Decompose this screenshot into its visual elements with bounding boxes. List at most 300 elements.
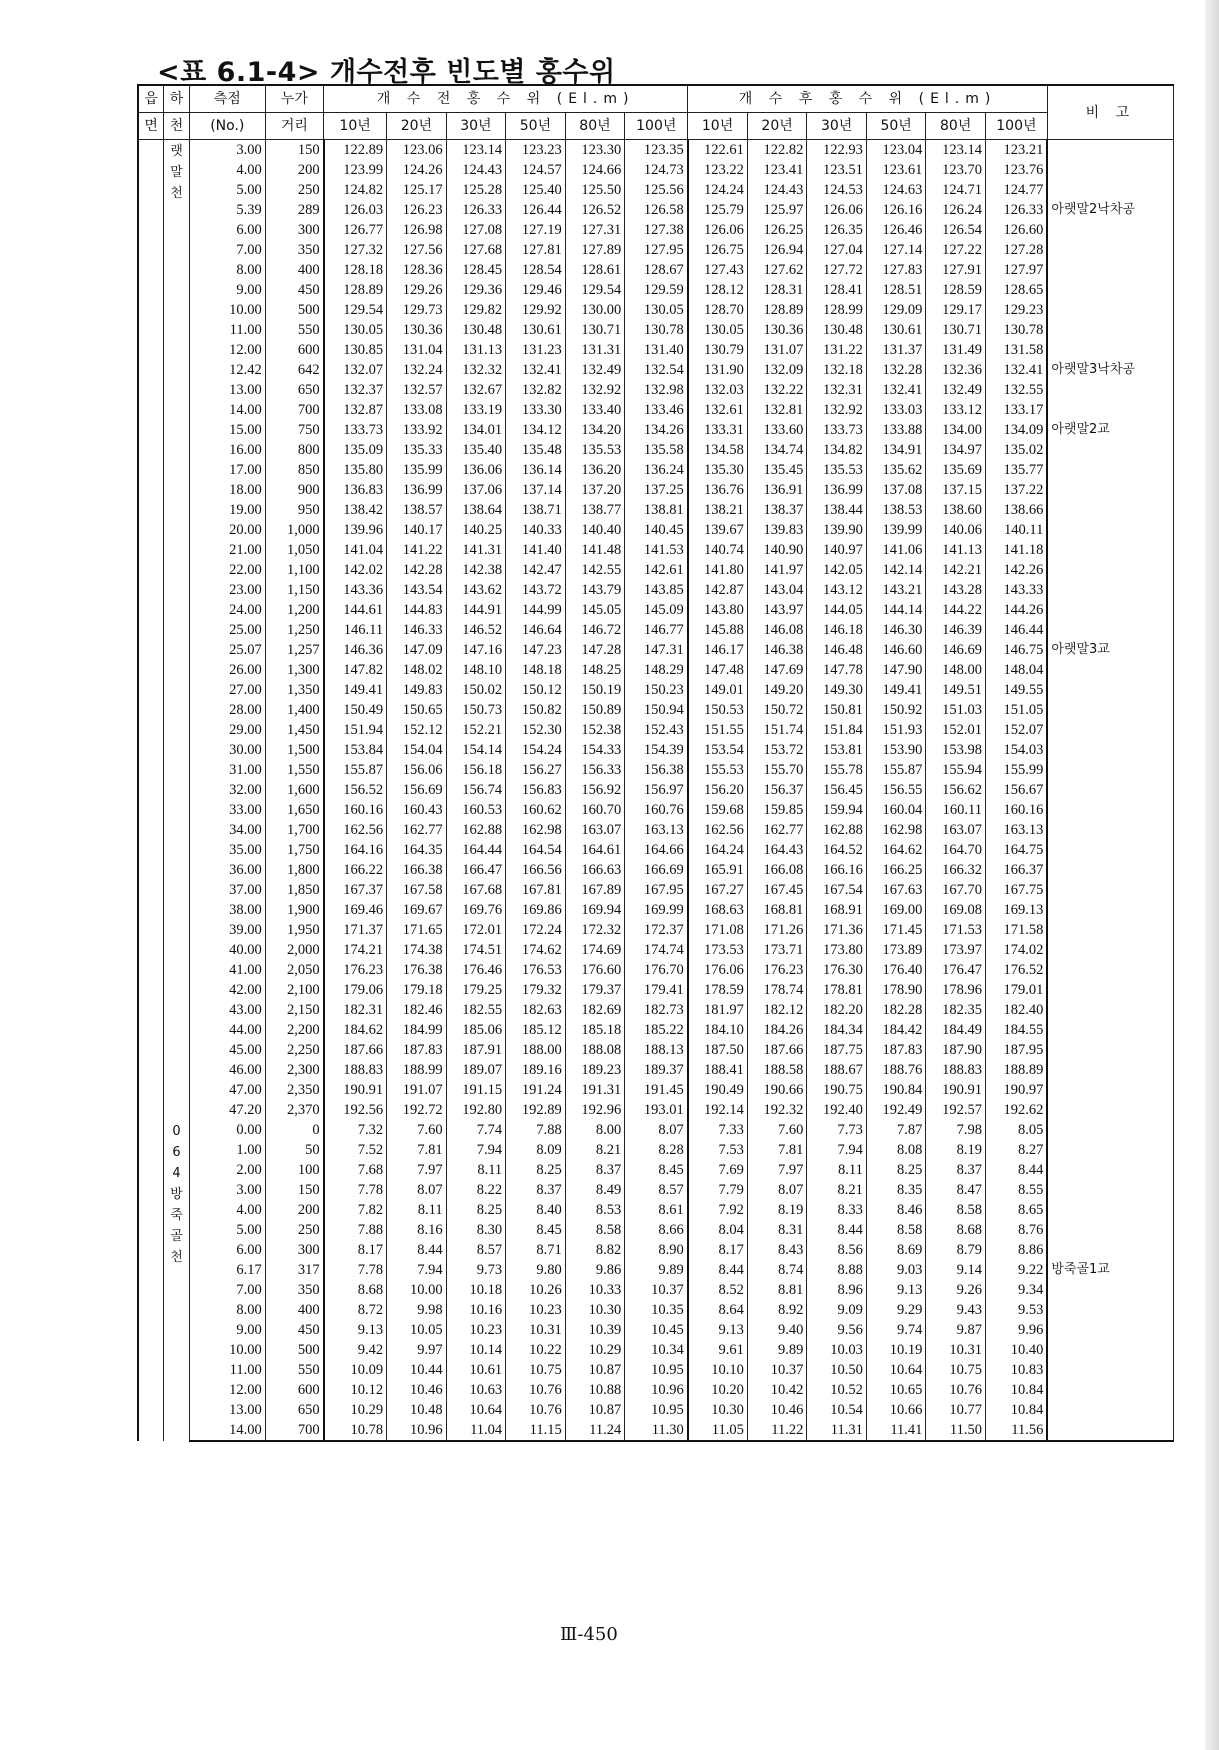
cell-before-20yr: 130.36 [387, 320, 447, 340]
cell-after-100yr: 11.56 [985, 1420, 1047, 1441]
cell-before-20yr: 188.99 [387, 1060, 447, 1080]
cell-before-50yr: 10.23 [506, 1300, 566, 1320]
cell-cumdist: 1,050 [265, 540, 323, 560]
cell-before-50yr: 176.53 [506, 960, 566, 980]
cell-before-30yr: 179.25 [446, 980, 506, 1000]
cell-after-10yr: 8.44 [688, 1260, 748, 1280]
cell-after-80yr: 126.24 [926, 200, 986, 220]
cell-cumdist: 550 [265, 320, 323, 340]
cell-after-100yr: 149.55 [985, 680, 1047, 700]
cell-after-100yr: 152.07 [985, 720, 1047, 740]
cell-after-50yr: 133.88 [866, 420, 926, 440]
cell-station: 11.00 [189, 1360, 265, 1380]
cell-station: 24.00 [189, 600, 265, 620]
cell-before-50yr: 10.22 [506, 1340, 566, 1360]
cell-after-20yr: 8.81 [747, 1280, 807, 1300]
cell-after-30yr: 8.44 [807, 1220, 867, 1240]
cell-after-50yr: 160.04 [866, 800, 926, 820]
cell-before-50yr: 7.88 [506, 1120, 566, 1140]
cell-after-10yr: 8.64 [688, 1300, 748, 1320]
cell-before-80yr: 188.08 [565, 1040, 625, 1060]
cell-before-10yr: 166.22 [324, 860, 387, 880]
cell-after-50yr: 156.55 [866, 780, 926, 800]
river-name-char: 골 [170, 1229, 183, 1244]
cell-remark [1047, 680, 1173, 700]
cell-after-30yr: 7.73 [807, 1120, 867, 1140]
cell-station: 8.00 [189, 260, 265, 280]
cell-cumdist: 100 [265, 1160, 323, 1180]
cell-station: 15.00 [189, 420, 265, 440]
cell-before-10yr: 10.12 [324, 1380, 387, 1400]
cell-before-30yr: 150.73 [446, 700, 506, 720]
cell-before-80yr: 8.58 [565, 1220, 625, 1240]
cell-remark [1047, 1320, 1173, 1340]
cell-after-10yr: 7.92 [688, 1200, 748, 1220]
cell-before-100yr: 172.37 [625, 920, 688, 940]
cell-before-20yr: 126.98 [387, 220, 447, 240]
cell-before-30yr: 176.46 [446, 960, 506, 980]
cell-before-100yr: 9.89 [625, 1260, 688, 1280]
cell-after-30yr: 8.33 [807, 1200, 867, 1220]
cell-before-80yr: 143.79 [565, 580, 625, 600]
cell-after-30yr: 8.88 [807, 1260, 867, 1280]
cell-before-80yr: 148.25 [565, 660, 625, 680]
cell-before-50yr: 174.62 [506, 940, 566, 960]
cell-after-80yr: 178.96 [926, 980, 986, 1000]
cell-cumdist: 1,100 [265, 560, 323, 580]
cell-after-20yr: 126.25 [747, 220, 807, 240]
cell-remark [1047, 700, 1173, 720]
cell-before-50yr: 169.86 [506, 900, 566, 920]
cell-before-100yr: 131.40 [625, 340, 688, 360]
cell-after-10yr: 130.79 [688, 340, 748, 360]
cell-before-50yr: 162.98 [506, 820, 566, 840]
header-river-top: 하 [164, 85, 190, 113]
cell-before-50yr: 141.40 [506, 540, 566, 560]
header-after-100yr: 100년 [985, 113, 1047, 140]
cell-before-100yr: 179.41 [625, 980, 688, 1000]
table-row [138, 160, 1174, 180]
cell-after-30yr: 167.54 [807, 880, 867, 900]
cell-cumdist: 2,200 [265, 1020, 323, 1040]
cell-before-50yr: 8.40 [506, 1200, 566, 1220]
table-row [138, 1140, 1174, 1160]
cell-before-20yr: 149.83 [387, 680, 447, 700]
cell-remark [1047, 1300, 1173, 1320]
cell-after-10yr: 149.01 [688, 680, 748, 700]
table-body [138, 140, 1174, 1442]
cell-before-10yr: 151.94 [324, 720, 387, 740]
cell-after-30yr: 187.75 [807, 1040, 867, 1060]
cell-before-10yr: 124.82 [324, 180, 387, 200]
cell-after-30yr: 10.52 [807, 1380, 867, 1400]
cell-after-100yr: 134.09 [985, 420, 1047, 440]
cell-cumdist: 450 [265, 280, 323, 300]
cell-cumdist: 750 [265, 420, 323, 440]
cell-after-10yr: 150.53 [688, 700, 748, 720]
cell-before-30yr: 10.18 [446, 1280, 506, 1300]
cell-after-20yr: 135.45 [747, 460, 807, 480]
cell-remark [1047, 1000, 1173, 1020]
cell-after-80yr: 127.91 [926, 260, 986, 280]
cell-before-30yr: 9.73 [446, 1260, 506, 1280]
cell-after-100yr: 124.77 [985, 180, 1047, 200]
cell-after-30yr: 139.90 [807, 520, 867, 540]
cell-after-50yr: 131.37 [866, 340, 926, 360]
cell-before-30yr: 10.64 [446, 1400, 506, 1420]
cell-cumdist: 1,300 [265, 660, 323, 680]
cell-after-10yr: 188.41 [688, 1060, 748, 1080]
cell-after-80yr: 152.01 [926, 720, 986, 740]
cell-before-30yr: 189.07 [446, 1060, 506, 1080]
cell-cumdist: 500 [265, 300, 323, 320]
cell-after-20yr: 162.77 [747, 820, 807, 840]
cell-cumdist: 650 [265, 380, 323, 400]
cell-before-10yr: 184.62 [324, 1020, 387, 1040]
cell-before-30yr: 148.10 [446, 660, 506, 680]
cell-before-20yr: 128.36 [387, 260, 447, 280]
cell-before-100yr: 126.58 [625, 200, 688, 220]
cell-after-80yr: 130.71 [926, 320, 986, 340]
cell-before-10yr: 8.17 [324, 1240, 387, 1260]
cell-cumdist: 550 [265, 1360, 323, 1380]
cell-after-20yr: 133.60 [747, 420, 807, 440]
cell-before-10yr: 167.37 [324, 880, 387, 900]
cell-after-80yr: 166.32 [926, 860, 986, 880]
cell-before-50yr: 8.25 [506, 1160, 566, 1180]
cell-before-10yr: 8.68 [324, 1280, 387, 1300]
river-name-char: 천 [170, 186, 183, 201]
cell-remark [1047, 260, 1173, 280]
cell-remark [1047, 960, 1173, 980]
cell-remark [1047, 880, 1173, 900]
cell-before-80yr: 145.05 [565, 600, 625, 620]
cell-after-80yr: 129.17 [926, 300, 986, 320]
cell-after-80yr: 123.14 [926, 140, 986, 161]
table-row [138, 1240, 1174, 1260]
cell-before-10yr: 150.49 [324, 700, 387, 720]
cell-remark [1047, 540, 1173, 560]
cell-before-30yr: 192.80 [446, 1100, 506, 1120]
cell-after-10yr: 142.87 [688, 580, 748, 600]
table-row [138, 800, 1174, 820]
cell-after-10yr: 190.49 [688, 1080, 748, 1100]
cell-remark [1047, 800, 1173, 820]
cell-cumdist: 1,350 [265, 680, 323, 700]
river-name-char: 천 [170, 1250, 183, 1265]
cell-after-20yr: 156.37 [747, 780, 807, 800]
cell-cumdist: 950 [265, 500, 323, 520]
cell-station: 36.00 [189, 860, 265, 880]
cell-remark [1047, 1100, 1173, 1120]
cell-remark [1047, 1280, 1173, 1300]
cell-station: 13.00 [189, 1400, 265, 1420]
cell-before-50yr: 131.23 [506, 340, 566, 360]
cell-remark: 아랫말2교 [1047, 420, 1173, 440]
cell-after-50yr: 123.61 [866, 160, 926, 180]
river-name-char: 죽 [170, 1208, 183, 1223]
cell-after-30yr: 132.18 [807, 360, 867, 380]
cell-before-50yr: 132.82 [506, 380, 566, 400]
cell-before-30yr: 132.67 [446, 380, 506, 400]
cell-before-80yr: 128.61 [565, 260, 625, 280]
cell-cumdist: 600 [265, 340, 323, 360]
cell-before-20yr: 8.44 [387, 1240, 447, 1260]
cell-before-20yr: 154.04 [387, 740, 447, 760]
cell-remark [1047, 1240, 1173, 1260]
cell-remark [1047, 1420, 1173, 1441]
table-row [138, 540, 1174, 560]
cell-after-50yr: 10.66 [866, 1400, 926, 1420]
cell-after-50yr: 187.83 [866, 1040, 926, 1060]
cell-after-30yr: 10.54 [807, 1400, 867, 1420]
cell-after-80yr: 155.94 [926, 760, 986, 780]
cell-before-50yr: 179.32 [506, 980, 566, 1000]
cell-after-80yr: 137.15 [926, 480, 986, 500]
table-row [138, 320, 1174, 340]
cell-before-100yr: 124.73 [625, 160, 688, 180]
cell-before-50yr: 185.12 [506, 1020, 566, 1040]
cell-after-30yr: 184.34 [807, 1020, 867, 1040]
cell-after-80yr: 144.22 [926, 600, 986, 620]
table-row [138, 700, 1174, 720]
cell-before-10yr: 141.04 [324, 540, 387, 560]
cell-before-100yr: 127.95 [625, 240, 688, 260]
cell-after-10yr: 133.31 [688, 420, 748, 440]
cell-before-50yr: 144.99 [506, 600, 566, 620]
cell-after-30yr: 164.52 [807, 840, 867, 860]
cell-before-20yr: 160.43 [387, 800, 447, 820]
cell-after-50yr: 155.87 [866, 760, 926, 780]
cell-after-20yr: 140.90 [747, 540, 807, 560]
cell-remark [1047, 320, 1173, 340]
cell-before-30yr: 164.44 [446, 840, 506, 860]
cell-before-100yr: 10.96 [625, 1380, 688, 1400]
cell-before-30yr: 11.04 [446, 1420, 506, 1441]
table-row [138, 780, 1174, 800]
cell-before-30yr: 137.06 [446, 480, 506, 500]
cell-station: 39.00 [189, 920, 265, 940]
cell-after-30yr: 178.81 [807, 980, 867, 1000]
cell-after-100yr: 8.86 [985, 1240, 1047, 1260]
cell-before-100yr: 123.35 [625, 140, 688, 161]
cell-before-50yr: 8.37 [506, 1180, 566, 1200]
cell-station: 2.00 [189, 1160, 265, 1180]
cell-remark [1047, 180, 1173, 200]
cell-after-80yr: 124.71 [926, 180, 986, 200]
cell-after-80yr: 163.07 [926, 820, 986, 840]
cell-remark [1047, 740, 1173, 760]
cell-before-10yr: 182.31 [324, 1000, 387, 1020]
cell-after-100yr: 144.26 [985, 600, 1047, 620]
cell-after-20yr: 123.41 [747, 160, 807, 180]
table-row [138, 180, 1174, 200]
cell-before-80yr: 10.88 [565, 1380, 625, 1400]
table-row [138, 300, 1174, 320]
cell-after-10yr: 156.20 [688, 780, 748, 800]
cell-after-50yr: 128.51 [866, 280, 926, 300]
cell-before-30yr: 10.16 [446, 1300, 506, 1320]
river-name-char: 말 [170, 165, 183, 180]
cell-cumdist: 317 [265, 1260, 323, 1280]
cell-cumdist: 700 [265, 1420, 323, 1441]
cell-station: 40.00 [189, 940, 265, 960]
cell-before-10yr: 127.32 [324, 240, 387, 260]
cell-after-50yr: 162.98 [866, 820, 926, 840]
cell-remark: 아랫말2낙차공 [1047, 200, 1173, 220]
cell-cumdist: 1,150 [265, 580, 323, 600]
cell-before-10yr: 128.89 [324, 280, 387, 300]
cell-after-100yr: 8.65 [985, 1200, 1047, 1220]
cell-after-80yr: 190.91 [926, 1080, 986, 1100]
cell-remark [1047, 440, 1173, 460]
cell-after-30yr: 10.03 [807, 1340, 867, 1360]
cell-station: 9.00 [189, 280, 265, 300]
cell-before-30yr: 10.61 [446, 1360, 506, 1380]
cell-before-100yr: 193.01 [625, 1100, 688, 1120]
cell-cumdist: 1,450 [265, 720, 323, 740]
cell-before-30yr: 8.25 [446, 1200, 506, 1220]
cell-before-50yr: 188.00 [506, 1040, 566, 1060]
header-cumdist-bottom: 거리 [265, 113, 323, 140]
cell-after-80yr: 8.37 [926, 1160, 986, 1180]
cell-after-100yr: 8.05 [985, 1120, 1047, 1140]
cell-before-20yr: 140.17 [387, 520, 447, 540]
cell-cumdist: 200 [265, 160, 323, 180]
cell-after-20yr: 8.43 [747, 1240, 807, 1260]
cell-after-30yr: 124.53 [807, 180, 867, 200]
cell-after-10yr: 131.90 [688, 360, 748, 380]
cell-before-20yr: 129.26 [387, 280, 447, 300]
table-row [138, 600, 1174, 620]
table-row [138, 960, 1174, 980]
cell-before-10yr: 174.21 [324, 940, 387, 960]
cell-after-100yr: 132.55 [985, 380, 1047, 400]
cell-remark [1047, 1200, 1173, 1220]
cell-after-100yr: 151.05 [985, 700, 1047, 720]
cell-before-100yr: 188.13 [625, 1040, 688, 1060]
table-row [138, 360, 1174, 380]
cell-before-10yr: 10.29 [324, 1400, 387, 1420]
cell-before-20yr: 179.18 [387, 980, 447, 1000]
cell-before-100yr: 8.07 [625, 1120, 688, 1140]
cell-before-10yr: 132.87 [324, 400, 387, 420]
cell-before-100yr: 150.23 [625, 680, 688, 700]
cell-before-20yr: 146.33 [387, 620, 447, 640]
table-row [138, 140, 1174, 161]
header-after-80yr: 80년 [926, 113, 986, 140]
cell-before-80yr: 11.24 [565, 1420, 625, 1441]
cell-before-20yr: 125.17 [387, 180, 447, 200]
cell-before-20yr: 8.07 [387, 1180, 447, 1200]
table-row [138, 620, 1174, 640]
cell-before-20yr: 132.57 [387, 380, 447, 400]
cell-after-20yr: 136.91 [747, 480, 807, 500]
cell-before-50yr: 152.30 [506, 720, 566, 740]
cell-station: 12.42 [189, 360, 265, 380]
cell-after-10yr: 140.74 [688, 540, 748, 560]
cell-cumdist: 0 [265, 1120, 323, 1140]
cell-after-10yr: 181.97 [688, 1000, 748, 1020]
cell-after-80yr: 8.47 [926, 1180, 986, 1200]
cell-after-50yr: 164.62 [866, 840, 926, 860]
cell-after-20yr: 164.43 [747, 840, 807, 860]
cell-after-100yr: 179.01 [985, 980, 1047, 1000]
cell-before-20yr: 7.97 [387, 1160, 447, 1180]
cell-after-80yr: 184.49 [926, 1020, 986, 1040]
cell-before-20yr: 191.07 [387, 1080, 447, 1100]
cell-after-20yr: 134.74 [747, 440, 807, 460]
cell-before-50yr: 10.31 [506, 1320, 566, 1340]
cell-before-100yr: 136.24 [625, 460, 688, 480]
cell-before-30yr: 133.19 [446, 400, 506, 420]
cell-after-100yr: 129.23 [985, 300, 1047, 320]
cell-remark [1047, 900, 1173, 920]
cell-before-10yr: 130.85 [324, 340, 387, 360]
cell-before-100yr: 189.37 [625, 1060, 688, 1080]
cell-cumdist: 1,700 [265, 820, 323, 840]
header-before-50yr: 50년 [506, 113, 566, 140]
cell-before-50yr: 10.76 [506, 1400, 566, 1420]
cell-after-20yr: 125.97 [747, 200, 807, 220]
cell-remark [1047, 520, 1173, 540]
cell-station: 25.00 [189, 620, 265, 640]
header-after-10yr: 10년 [688, 113, 748, 140]
cell-before-20yr: 138.57 [387, 500, 447, 520]
cell-after-50yr: 134.91 [866, 440, 926, 460]
cell-after-30yr: 159.94 [807, 800, 867, 820]
cell-cumdist: 250 [265, 1220, 323, 1240]
cell-after-50yr: 8.25 [866, 1160, 926, 1180]
cell-before-100yr: 174.74 [625, 940, 688, 960]
cell-before-20yr: 184.99 [387, 1020, 447, 1040]
cell-after-50yr: 127.14 [866, 240, 926, 260]
cell-before-50yr: 138.71 [506, 500, 566, 520]
cell-before-100yr: 154.39 [625, 740, 688, 760]
cell-cumdist: 1,850 [265, 880, 323, 900]
cell-before-80yr: 8.37 [565, 1160, 625, 1180]
cell-before-80yr: 131.31 [565, 340, 625, 360]
header-before-80yr: 80년 [565, 113, 625, 140]
cell-after-10yr: 146.17 [688, 640, 748, 660]
table-row [138, 1420, 1174, 1441]
cell-before-100yr: 185.22 [625, 1020, 688, 1040]
cell-before-30yr: 144.91 [446, 600, 506, 620]
cell-before-30yr: 174.51 [446, 940, 506, 960]
cell-after-50yr: 142.14 [866, 560, 926, 580]
cell-after-100yr: 146.44 [985, 620, 1047, 640]
cell-after-10yr: 141.80 [688, 560, 748, 580]
cell-after-80yr: 143.28 [926, 580, 986, 600]
cell-after-100yr: 123.21 [985, 140, 1047, 161]
cell-station: 0.00 [189, 1120, 265, 1140]
cell-before-80yr: 191.31 [565, 1080, 625, 1100]
cell-after-30yr: 136.99 [807, 480, 867, 500]
cell-before-80yr: 156.92 [565, 780, 625, 800]
cell-after-20yr: 143.97 [747, 600, 807, 620]
cell-after-10yr: 123.22 [688, 160, 748, 180]
header-after-20yr: 20년 [747, 113, 807, 140]
cell-after-10yr: 124.24 [688, 180, 748, 200]
table-row [138, 380, 1174, 400]
river-name-char: 랫 [170, 144, 183, 159]
cell-before-10yr: 144.61 [324, 600, 387, 620]
cell-after-10yr: 8.17 [688, 1240, 748, 1260]
cell-after-30yr: 166.16 [807, 860, 867, 880]
cell-before-10yr: 160.16 [324, 800, 387, 820]
table-row [138, 280, 1174, 300]
table-row [138, 740, 1174, 760]
